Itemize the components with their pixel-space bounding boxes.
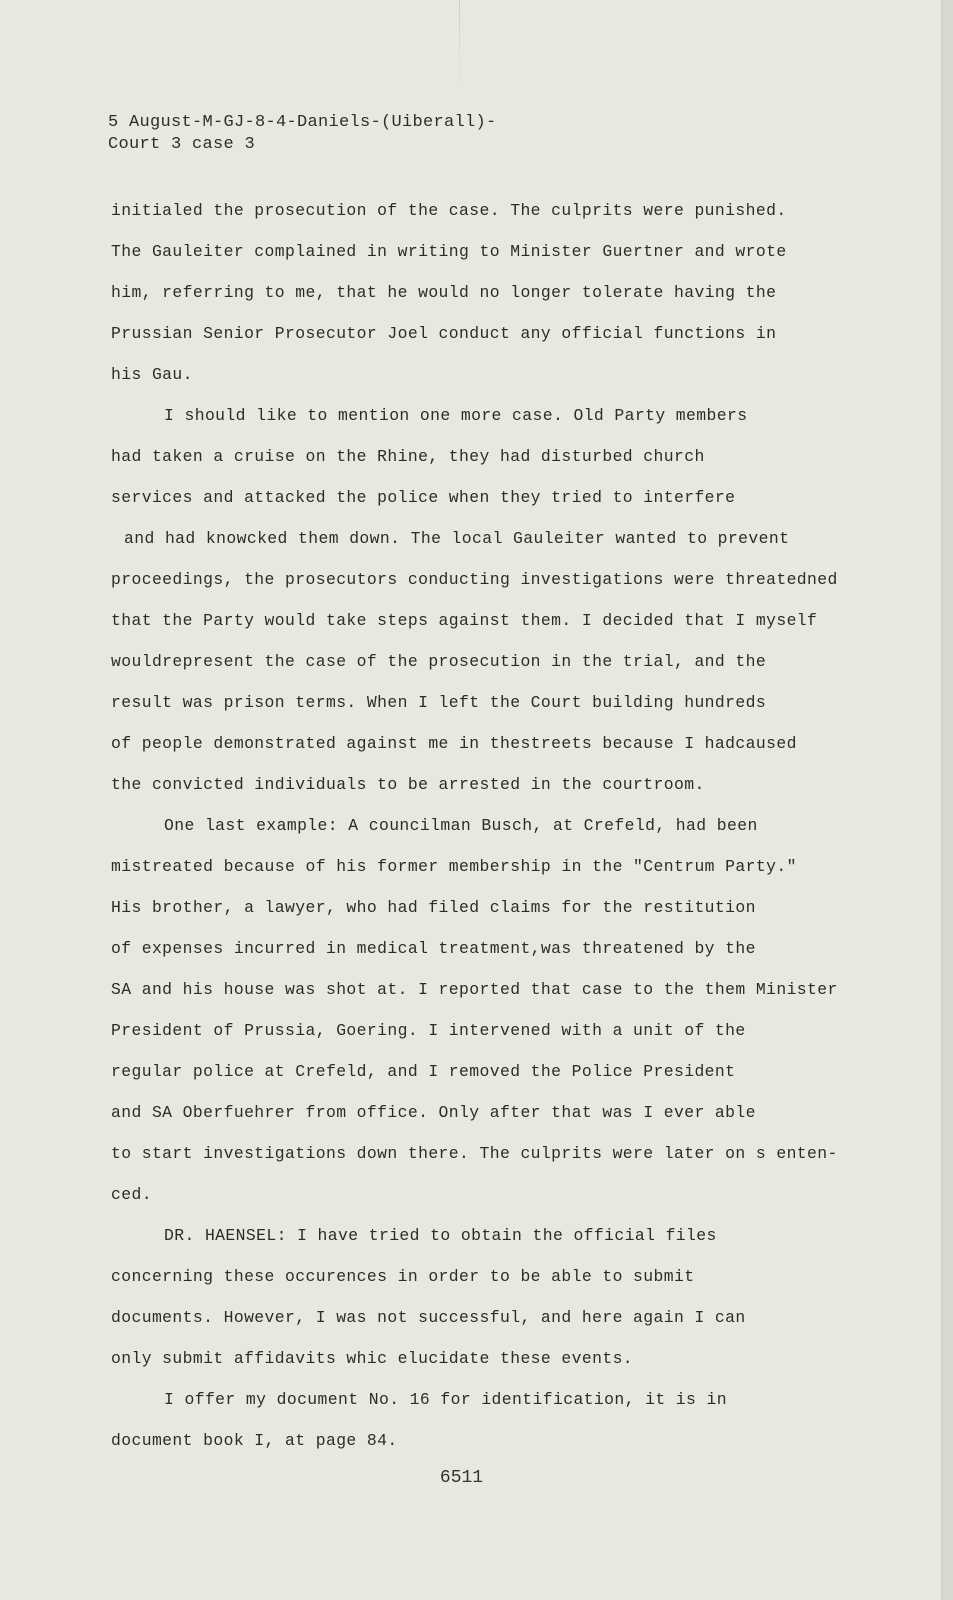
text-line: The Gauleiter complained in writing to Minister Guertner and wrote <box>111 242 787 261</box>
text-line: services and attacked the police when they tried to interfere <box>111 488 736 507</box>
text-line: and SA Oberfuehrer from office. Only after that was I ever able <box>111 1103 756 1122</box>
page-number: 6511 <box>439 1468 484 1488</box>
text-line: President of Prussia, Goering. I intervened with a unit of the <box>111 1021 746 1040</box>
text-line: and had knowcked them down. The local Gauleiter wanted to prevent <box>124 529 790 548</box>
text-line: documents. However, I was not successful, and here again I can <box>111 1308 746 1327</box>
text-line: result was prison terms. When I left the Court building hundreds <box>111 693 767 712</box>
text-line: regular police at Crefeld, and I removed the Police President <box>111 1062 736 1081</box>
text-line: ced. <box>111 1185 152 1204</box>
text-line: I offer my document No. 16 for identification, it is in <box>164 1390 727 1409</box>
text-line: DR. HAENSEL: I have tried to obtain the official files <box>164 1226 717 1245</box>
paper-crease <box>459 0 460 90</box>
header-line-2: Court 3 case 3 <box>108 135 256 154</box>
document-header <box>108 112 497 156</box>
text-line: wouldrepresent the case of the prosecution in the trial, and the <box>111 652 767 671</box>
text-line: SA and his house was shot at. I reported that case to the them Minister <box>111 980 838 999</box>
text-line: concerning these occurences in order to be able to submit <box>111 1267 695 1286</box>
document-body <box>111 190 841 1461</box>
text-line: document book I, at page 84. <box>111 1431 398 1450</box>
text-line: his Gau. <box>111 365 193 384</box>
text-line: of expenses incurred in medical treatment,was threatened by the <box>111 939 756 958</box>
text-line: had taken a cruise on the Rhine, they had disturbed church <box>111 447 705 466</box>
header-line-1: 5 August-M-GJ-8-4-Daniels-(Uiberall)- <box>108 113 497 132</box>
text-line: initialed the prosecution of the case. The culprits were punished. <box>111 201 787 220</box>
text-line: One last example: A councilman Busch, at Crefeld, had been <box>164 816 758 835</box>
text-line: only submit affidavits whic elucidate these events. <box>111 1349 634 1368</box>
text-line: mistreated because of his former membership in the "Centrum Party." <box>111 857 797 876</box>
text-line: him, referring to me, that he would no longer tolerate having the <box>111 283 777 302</box>
text-line: of people demonstrated against me in thestreets because I hadcaused <box>111 734 797 753</box>
text-line: proceedings, the prosecutors conducting investigations were threatedned <box>111 570 838 589</box>
text-line: Prussian Senior Prosecutor Joel conduct any official functions in <box>111 324 777 343</box>
text-line: that the Party would take steps against them. I decided that I myself <box>111 611 818 630</box>
text-line: to start investigations down there. The culprits were later on s enten- <box>111 1144 838 1163</box>
text-line: I should like to mention one more case. Old Party members <box>164 406 748 425</box>
text-line: the convicted individuals to be arrested in the courtroom. <box>111 775 705 794</box>
text-line: His brother, a lawyer, who had filed claims for the restitution <box>111 898 756 917</box>
